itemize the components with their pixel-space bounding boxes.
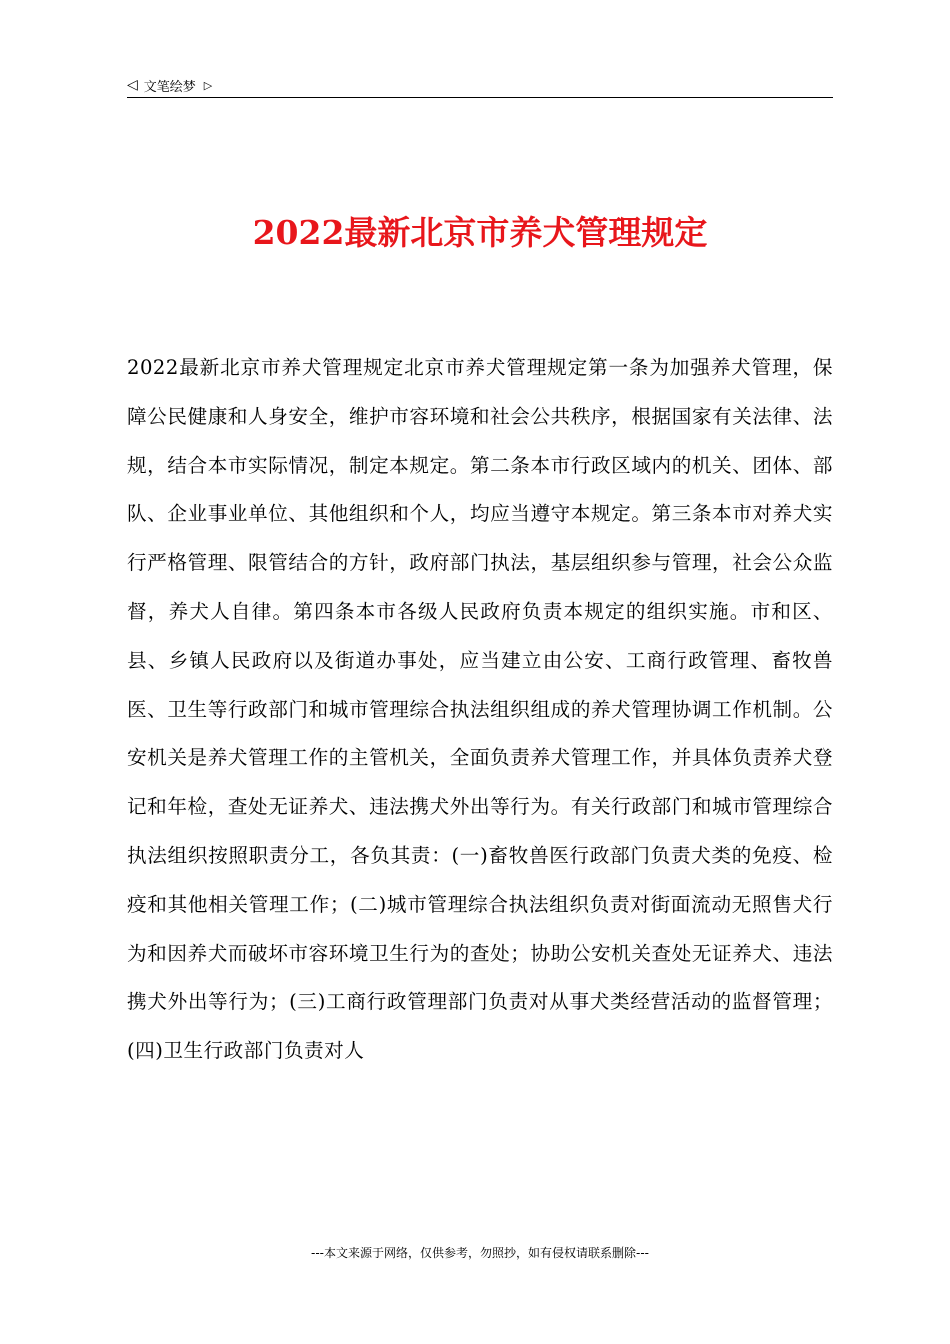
triangle-left-outline-icon: ◁	[127, 77, 138, 93]
header-brand: 文笔绘梦	[143, 79, 196, 95]
document-title: 2022最新北京市养犬管理规定	[252, 213, 708, 252]
footer-disclaimer: ---本文来源于网络，仅供参考，勿照抄，如有侵权请联系删除---	[311, 1246, 649, 1260]
page-header	[127, 74, 833, 96]
header-rule	[127, 97, 833, 98]
triangle-right-outline-icon: ▷	[203, 78, 213, 92]
document-body: 2022最新北京市养犬管理规定北京市养犬管理规定第一条为加强养犬管理，保障公民健康和人身安全，维护市容环境和社会公共秩序，根据国家有关法律、法规，结合本市实际情况，制定本规定。第二条本市行政区域内的机关、团体、部队、企业事业单位、其他组织和个人，均应当遵守本规定。第三条本市对养犬实行严格管理、限管结合的方针，政府部门执法，基层组织参与管理，社会公众监督，养犬人自律。第四条本市各级人民政府负责本规定的组织实施。市和区、县、乡镇人民政府以及街道办事处，应当建立由公安、工商行政管理、畜牧兽医、卫生等行政部门和城市管理综合执法组织组成的养犬管理协调工作机制。公安机关是养犬管理工作的主管机关，全面负责养犬管理工作，并具体负责养犬登记和年检，查处无证养犬、违法携犬外出等行为。有关行政部门和城市管理综合执法组织按照职责分工，各负其责：(一)畜牧兽医行政部门负责犬类的免疫、检疫和其他相关管理工作；(二)城市管理综合执法组织负责对街面流动无照售犬行为和因养犬而破坏市容环境卫生行为的查处；协助公安机关查处无证养犬、违法携犬外出等行为；(三)工商行政管理部门负责对从事犬类经营活动的监督管理；(四)卫生行政部门负责对人	[127, 356, 833, 1063]
